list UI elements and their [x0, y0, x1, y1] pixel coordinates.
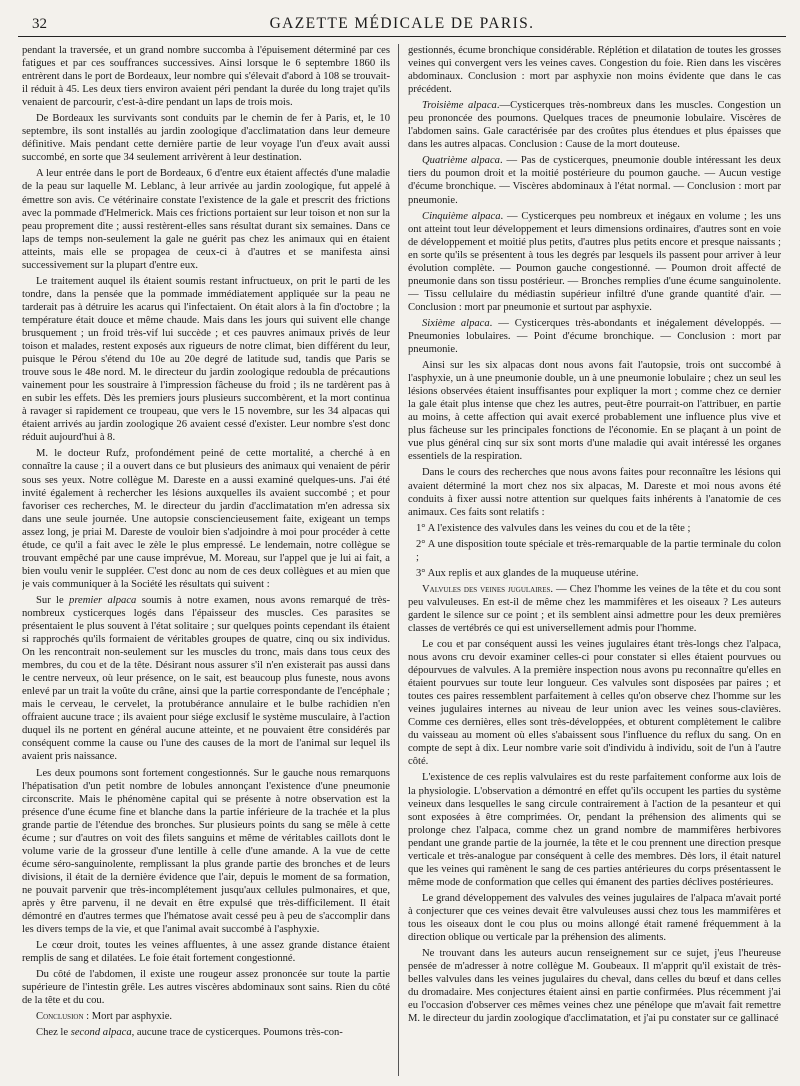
- page-number: 32: [32, 16, 47, 32]
- paragraph: [408, 317, 781, 356]
- paragraph: Dans le cours des recherches que nous avons faites pour reconnaître les lésions qui avaient déterminé la mort chez nos six alpacas, M. Dareste et moi nous avons été conduits à fixer aussi notre attention sur quelques faits inhérents à l'anatomie de ces animaux. Ces faits sont relatifs :: [408, 467, 781, 518]
- conclusion-label: Conclusion: [36, 1011, 84, 1023]
- text-run: soumis à notre examen, nous avons remarqué de très-nombreux cysticerques logés dans l'épaisseur des muscles. Ces parasites se présentaient le plus souvent à l'état solitaire ; sur quelques points cependant ils étaient si rapprochés qu'ils formaient de véritables groupes de quatre, cinq ou six individus. On les rencontrait non-seulement sur les muscles du tronc, mais dans tous ceux des membres, du cou et de la tête. Désirant nous assurer s'il n'en existerait pas aussi dans le centre nerveux, où leur présence, on le sait, est beaucoup plus funeste, nous avons enlevé par un trait la voûte du crâne, ainsi que la partie correspondante de l'encéphale ; mais le cerveau, le cervelet, la protubérance annulaire et le bulbe rachidien n'en offraient aucune trace ; ils avaient pour siége exclusif le système musculaire, à l'action duquel ils ne portent en général aucune atteinte, et ne pouvaient être considérés par conséquent comme la cause ou l'une des causes de la mort de l'animal sur lequel ils avaient pris naissance.: [22, 594, 390, 763]
- italic-term: premier alpaca: [69, 594, 137, 606]
- paragraph: [408, 99, 781, 151]
- left-column: [22, 44, 390, 1080]
- column-divider: [398, 44, 399, 1076]
- text-run: .—Cysticerques très-nombreux dans les muscles. Congestion un peu prononcée des poumons. Quelques traces de pneumonie lobulaire. Viscères de l'abdomen sains. Gale caractérisée par des croûtes plus étendues et plus épaisses que dans les autres alpacas. Conclusion : Cause de la mort douteuse.: [408, 100, 781, 151]
- text-run: Chez le: [36, 1027, 71, 1039]
- paragraph: [408, 154, 781, 206]
- section-label: Cinquième alpaca: [422, 210, 501, 222]
- section-heading: Valvules des veines jugulaires: [422, 583, 551, 595]
- paragraph: Ne trouvant dans les auteurs aucun renseignement sur ce sujet, j'eus l'heureuse pensée de m'adresser à notre collègue M. Goubeaux. Il m'apprit qu'il existait de très-belles valvules dans les veines jugulaires du cheval, dans celles du bœuf et dans celles du dromadaire. Mes conjectures étaient ainsi en partie confirmées. Plus récemment j'ai eu l'occasion d'observer ces mêmes veines chez une pénélope que m'avait fait remettre M. le directeur du jardin zoologique d'acclimatation, et j'ai pu constater sur ce gallinacé: [408, 948, 781, 1025]
- right-column: [408, 44, 781, 1080]
- list-item: 1° A l'existence des valvules dans les veines du cou et de la tête ;: [416, 522, 691, 534]
- list-item: 2° A une disposition toute spéciale et très-remarquable de la partie terminale du colon ;: [416, 538, 781, 563]
- paragraph: [408, 583, 781, 635]
- paragraph: Le cou et par conséquent aussi les veines jugulaires étant très-longs chez l'alpaca, nous avons cru devoir examiner celles-ci pour constater si elles étaient pourvues ou dépourvues de valvules. A la première inspection nous avons pu reconnaître qu'elles en étaient pourvues sur toute leur longueur. Ces valvules sont disposées par paires ; et toutes ces paires ressemblent parfaitement à celles qu'on observe chez l'homme sur les veines jugulaires internes au niveau de leur union avec les veines sous-clavières. Comme ces dernières, elles sont très-développées, et obturent complètement le calibre du vaisseau au moment où elles s'abaissent sous l'influence du reflux du sang. On en compte de sept à dix. Leur nombre varie soit d'individu à individu, soit de l'un à l'autre côté.: [408, 639, 781, 768]
- text-run: : Mort par asphyxie.: [83, 1011, 173, 1023]
- paragraph: Le cœur droit, toutes les veines affluentes, à une assez grande distance étaient remplis de sang et dilatées. Le foie était fortement congestionné.: [22, 940, 390, 965]
- paragraph: [22, 1026, 390, 1039]
- paragraph: gestionnés, écume bronchique considérable. Réplétion et dilatation de toutes les grosses veines qui convergent vers les veines caves. Congestion du foie. Rien dans les viscères abdominaux. Conclusion : mort par asphyxie non moins évidente que dans le cas précédent.: [408, 45, 781, 96]
- paragraph: [408, 210, 781, 314]
- text-run: . — Pas de cysticerques, pneumonie double intéressant les deux tiers du poumon droit et la moitié postérieure du poumon gauche. — Aucun vestige d'écume bronchique. — Viscères abdominaux à l'état normal. — Conclusion : mort par pneumonie.: [408, 155, 781, 206]
- section-label: Sixième alpaca: [422, 317, 490, 329]
- text-run: , aucune trace de cysticerques. Poumons très-con-: [131, 1027, 343, 1039]
- list-item: 3° Aux replis et aux glandes de la muqueuse utérine.: [416, 567, 639, 579]
- paragraph: A leur entrée dans le port de Bordeaux, 6 d'entre eux étaient affectés d'une maladie de la peau sur laquelle M. Leblanc, à leur arrivée au jardin zoologique, fut appelé à émettre son avis. Ce vétérinaire constate l'existence de la gale et prescrit des frictions avec la pommade d'Helmerick. Mais ces frictions portaient sur leur toison et non sur la peau proprement dite ; aussi restèrent-elles sans résultat durant six semaines. Dans ce laps de temps non-seulement la gale ne guérit pas chez les animaux qui en étaient atteints, mais elle se propagea de ceux-ci à d'autres et se manifesta ainsi successivement sur la plupart d'entre eux.: [22, 168, 390, 271]
- paragraph: M. le docteur Rufz, profondément peiné de cette mortalité, a cherché à en connaître la cause ; il a ouvert dans ce but plusieurs des animaux qui venaient de périr sous ses yeux. Notre collègue M. Dareste en a aussi examiné quelques-uns. J'ai été invité également à rechercher les lésions auxquelles ils avaient succombé ; et pour favoriser ces recherches, M. le directeur du jardin d'acclimatation m'en adressa six dans une seule journée. Une autopsie consciencieusement faite, exigeant un temps assez long, je priai M. Dareste de vouloir bien s'adjoindre à moi pour procéder à cette étude, ce qu'il a fait avec le zèle le plus empressé. Le lendemain, notre collègue se trouvant empêché par une cause imprévue, M. Moreau, sur l'appel que je lui ai fait, a bien voulu venir le suppléer. C'est donc au nom de ces deux collègues et au mien que je vais communiquer à la Société les résultats qui suivent :: [22, 448, 390, 590]
- text-run: . — Cysticerques très-abondants et inégalement développés. — Pneumonies lobulaires. — Point d'écume bronchique. — Conclusion : mort par pneumonie.: [408, 317, 781, 356]
- paragraph: pendant la traversée, et un grand nombre succomba à l'épuisement déterminé par ces fatigues et par ces souffrances successives. Ainsi lorsque le 6 septembre 1860 ils entrèrent dans le port de Bordeaux, leur nombre qui s'élevait d'abord à 108 se trouvait-il réduit à 45. Les deux tiers environ avaient péri pendant la durée du long trajet qu'ils venaient de parcourir, c'est-à-dire pendant un laps de trois mois.: [22, 45, 390, 109]
- paragraph: [22, 1010, 390, 1023]
- italic-term: second alpaca: [70, 1027, 132, 1039]
- page-header: [18, 12, 786, 37]
- section-label: Quatrième alpaca: [422, 155, 500, 167]
- paragraph: [22, 594, 390, 764]
- paragraph: Ainsi sur les six alpacas dont nous avons fait l'autopsie, trois ont succombé à l'asphyxie, un à une pneumonie double, un à une pneumonie lobulaire ; chez un seul les lésions observées étaient insuffisantes pour expliquer la mort ; comme chez ce dernier la gale était plus intense que chez les autres, peut-être pourrait-on l'attribuer, en partie au moins, à cette affection qui avait exercé probablement une influence plus vive et plus fâcheuse sur les principales fonctions de l'économie. En se plaçant à un point de vue plus général cinq sur six sont morts d'une maladie qui avait intéressé les organes essentiels de la respiration.: [408, 360, 781, 463]
- journal-title: GAZETTE MÉDICALE DE PARIS.: [269, 15, 535, 32]
- text-run: Sur le: [36, 594, 70, 606]
- paragraph: L'existence de ces replis valvulaires est du reste parfaitement conforme aux lois de la physiologie. L'observation a démontré en effet qu'ils occupent les parties du système veineux dans lesquelles le sang circule contrairement à l'action de la pesanteur et qui sont exposées à être comprimées. Or, pendant la préhension des aliments qui se prolonge chez l'alpaca, comme chez un grand nombre de mammifères herbivores pendant une grande partie de la journée, la tête et le cou prennent une direction presque verticale et très-analogue par conséquent à celle des membres. Dès lors, il était naturel que les veines qui ramènent le sang de ces parties antérieures du corps présentassent le même mode de conformation que celles qui émanent des parties déclives postérieures.: [408, 772, 781, 888]
- section-label: Troisième alpaca: [422, 100, 497, 112]
- text-run: . — Cysticerques peu nombreux et inégaux en volume ; les uns ont atteint tout leur développement et leurs dimensions ordinaires, d'autres sont en voie de développement et moitié plus petits, d'autres plus petits encore et presque naissants ; en sorte qu'ils se présentent à tous les degrés par lesquels ils passent pour arriver à leur évolution complète. — Poumon gauche congestionné. — Poumon droit affecté de pneumonie dans son tissu postérieur. — Bronches remplies d'une écume sanguinolente. — Tissu cellulaire du médiastin supérieur infiltré d'une grande quantité d'air. — Conclusion : mort par pneumonie et surtout par asphyxie.: [408, 210, 781, 313]
- paragraph: Le grand développement des valvules des veines jugulaires de l'alpaca m'avait porté à conjecturer que ces veines devait être valvuleuses aussi chez tous les mammifères et tous les oiseaux dont le cou plus ou moins allongé était ramené fréquemment à la direction oblique ou verticale par la préhension des aliments.: [408, 892, 781, 944]
- paragraph: Du côté de l'abdomen, il existe une rougeur assez prononcée sur toute la partie supérieure de l'intestin grêle. Les autres viscères abdominaux sont sains. Rien du côté de la tête et du cou.: [22, 969, 390, 1007]
- paragraph: De Bordeaux les survivants sont conduits par le chemin de fer à Paris, et, le 10 septembre, ils sont installés au jardin zoologique d'acclimatation dans leur demeure définitive. Mais pendant cette dernière partie de leur voyage l'un d'eux avait aussi succombé, en sorte que 34 seulement arrivèrent à leur destination.: [22, 113, 390, 164]
- paragraph: Les deux poumons sont fortement congestionnés. Sur le gauche nous remarquons l'hépatisation d'un petit nombre de lobules annonçant l'existence d'une pneumonie circonscrite. Mais le phénomène capital qui se présente à notre observation est la présence d'une écume fine et blanche dans la partie inférieure de la trachée et la plus grande partie de l'étendue des bronches. Sur plusieurs points du sang se mêle à cette écume ; sur d'autres on voit des filets sanguins et même de véritables caillots dont le volume varie de la grosseur d'une lentille à celle d'une amande. A la vue de cette écume séro-sanguinolente, remplissant la plus grande partie des bronches et de leurs divisions, il était de la dernière évidence que l'air, depuis le moment de sa formation, ne pouvait parvenir que très-incomplétement jusqu'aux cellules pulmonaires, et que, après y être parvenu, il ne devait en être expulsé que très-difficilement. Il était démontré en d'autres termes que l'hématose avait cessé peu à peu de s'accomplir dans les divers temps de la vie, et que l'animal avait succombé à l'asphyxie.: [22, 767, 390, 936]
- text-run: . — Chez l'homme les veines de la tête et du cou sont peu valvuleuses. En est-il de même chez les mammifères et les oiseaux ? Les auteurs gardent le silence sur ce point ; et ils semblent ainsi admettre pour les deux premières classes de vertébrés ce qui est universellement admis pour l'homme.: [408, 583, 781, 634]
- paragraph: Le traitement auquel ils étaient soumis restant infructueux, on prit le parti de les tondre, dans la pensée que la pommade immédiatement appliquée sur la peau ne tarderait pas à détruire les acarus qui l'infectaient. On était alors à la fin d'octobre ; la température était douce et même chaude. Mais dans les jours qui suivent elle change brusquement ; un froid très-vif lui succède ; et ces pauvres animaux privés de leur toison et malades, restent exposés aux rigueurs de notre climat, bien différent du leur, puisque le Pérou s'étend du 10e au 20e degré de latitude sud, tandis que Paris se trouve sous le 48e nord. M. le directeur du jardin zoologique redoubla de précautions vainement pour les soustraire à l'impression fâcheuse du froid ; ils ne tardèrent pas à en subir les effets. Dès les premiers jours plusieurs succombèrent, et la mort continua à ravager si rapidement ce troupeau, que vers le 15 novembre, sur les 34 alpacas qui étaient arrivés au jardin zoologique 26 avaient cessé d'exister. Leur nombre s'est donc réduit aujourd'hui à 8.: [22, 275, 390, 444]
